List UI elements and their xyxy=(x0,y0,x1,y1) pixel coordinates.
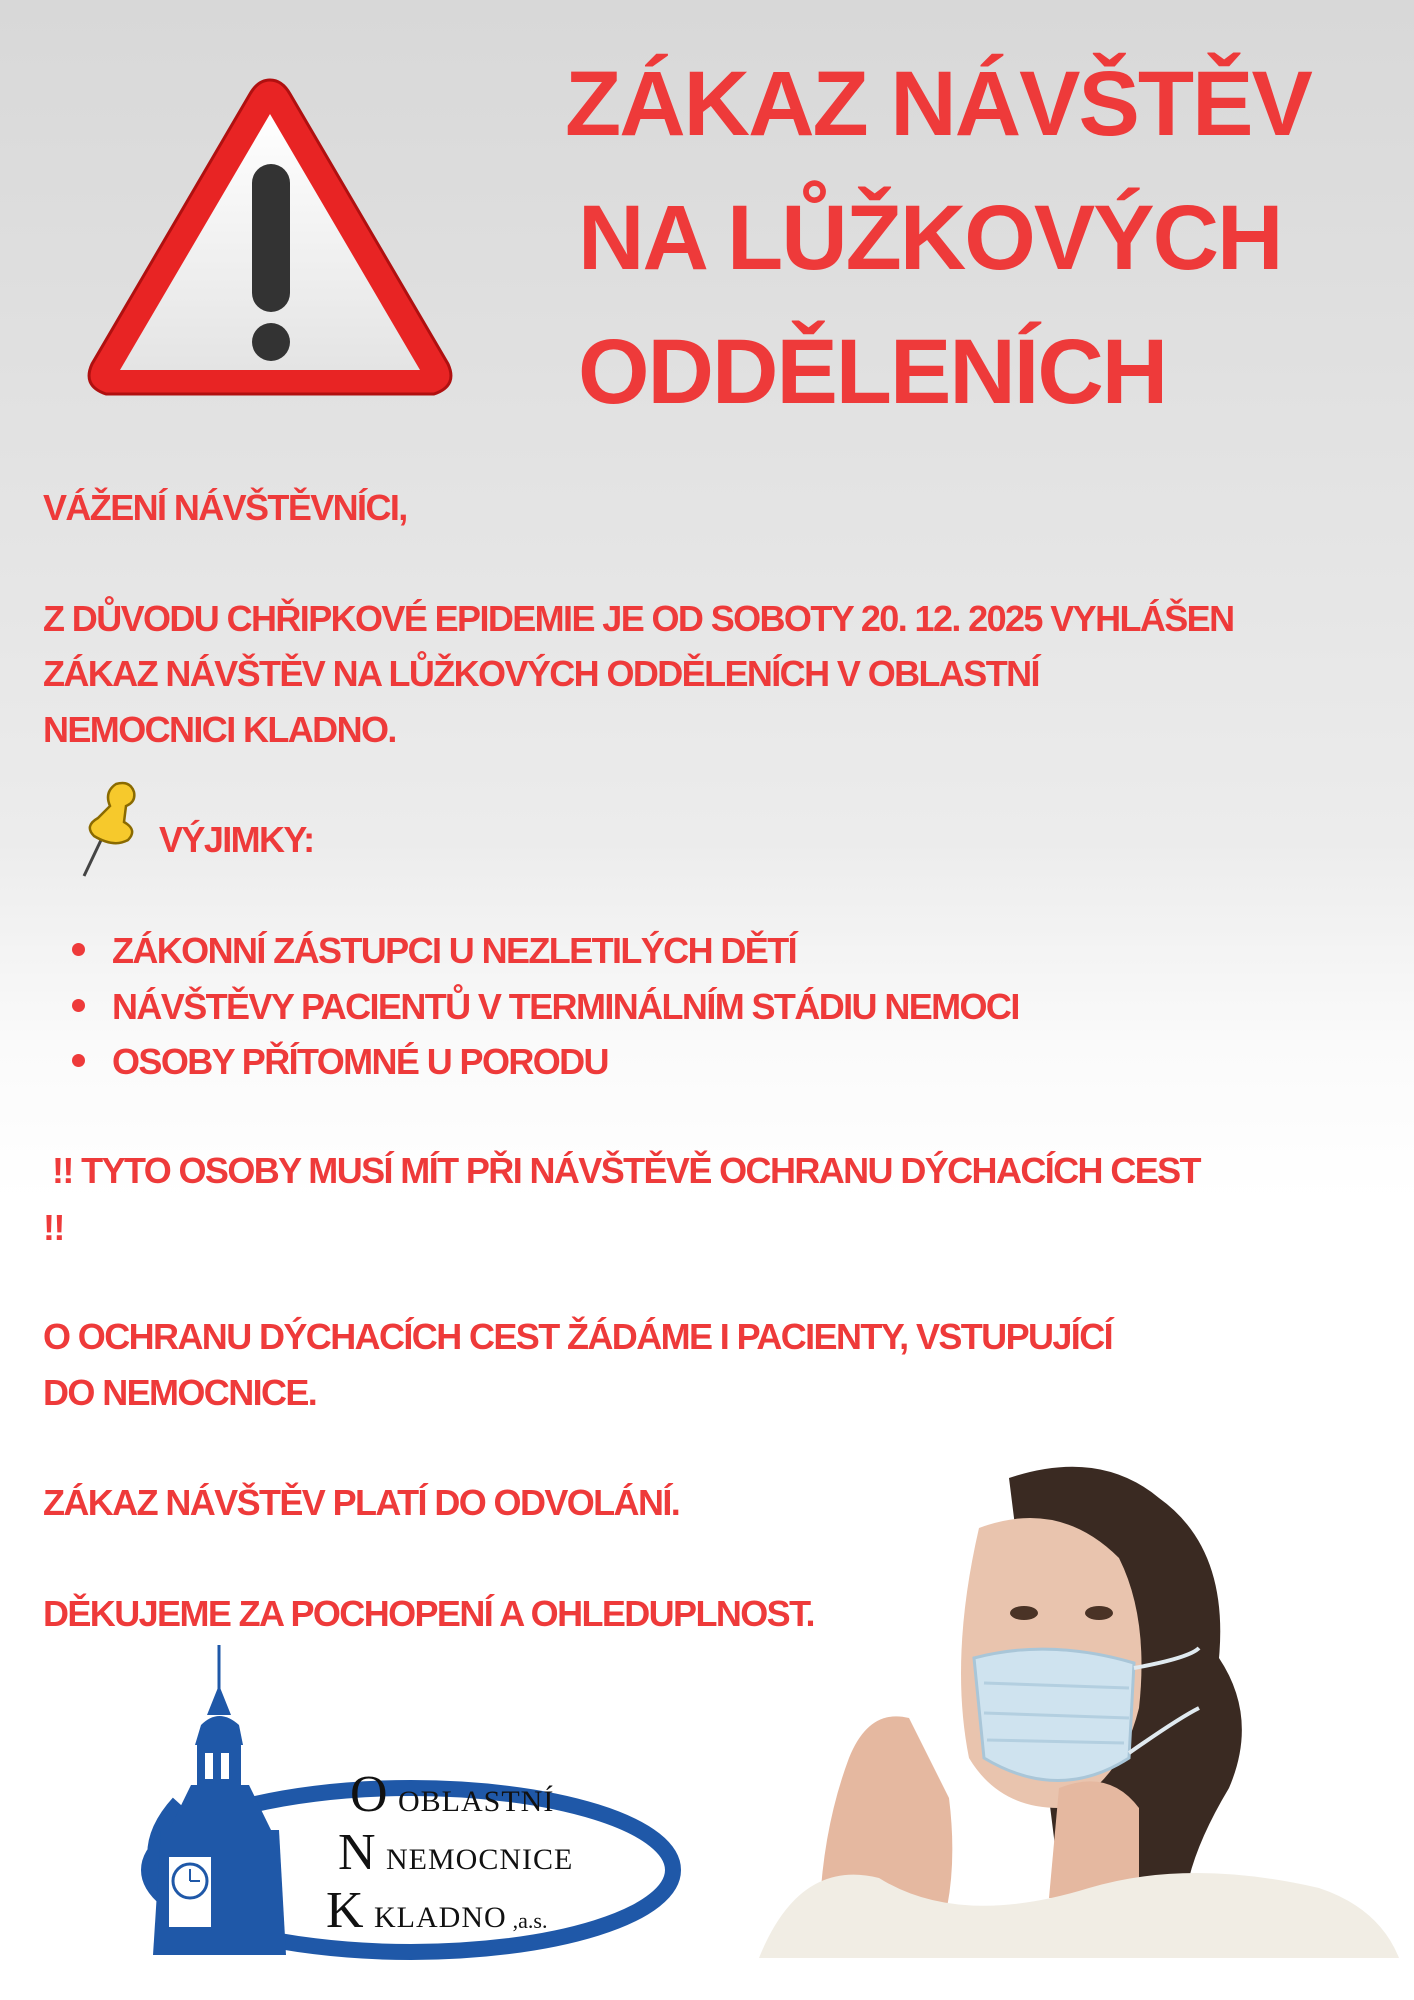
logo-line-1: OBLASTNÍ xyxy=(398,1785,555,1818)
warning-triangle-icon xyxy=(76,68,464,408)
announcement-line-1: Z DŮVODU CHŘIPKOVÉ EPIDEMIE JE OD SOBOTY 20. 12. 2025 VYHLÁŠEN xyxy=(43,598,1234,639)
title-line-1: ZÁKAZ NÁVŠTĚV xyxy=(565,53,1311,155)
pushpin-icon xyxy=(76,778,142,880)
exception-item: NÁVŠTĚVY PACIENTŮ V TERMINÁLNÍM STÁDIU NEMOCI xyxy=(112,986,1019,1027)
logo-initial-o: O xyxy=(350,1766,388,1823)
announcement-line-2: ZÁKAZ NÁVŠTĚV NA LŮŽKOVÝCH ODDĚLENÍCH V OBLASTNÍ xyxy=(43,653,1039,694)
exceptions-heading: VÝJIMKY: xyxy=(159,819,314,860)
bullet xyxy=(72,1054,85,1067)
validity-note: ZÁKAZ NÁVŠTĚV PLATÍ DO ODVOLÁNÍ. xyxy=(43,1482,680,1523)
woman-with-face-mask-photo xyxy=(759,1458,1399,1958)
title-line-3: ODDĚLENÍCH xyxy=(578,321,1167,423)
patients-line-1: O OCHRANU DÝCHACÍCH CEST ŽÁDÁME I PACIENTY, VSTUPUJÍCÍ xyxy=(43,1316,1113,1357)
logo-line-3: KLADNO xyxy=(374,1901,507,1934)
announcement-line-3: NEMOCNICI KLADNO. xyxy=(43,709,396,750)
warning-line-2: !! xyxy=(43,1207,64,1248)
logo-suffix: ,a.s. xyxy=(512,1908,548,1933)
patients-line-2: DO NEMOCNICE. xyxy=(43,1372,317,1413)
exception-item: OSOBY PŘÍTOMNÉ U PORODU xyxy=(112,1041,608,1082)
logo-initial-k: K xyxy=(326,1882,364,1939)
hospital-logo xyxy=(121,1645,681,1960)
logo-initial-n: N xyxy=(338,1824,376,1881)
title-line-2: NA LŮŽKOVÝCH xyxy=(578,187,1282,289)
greeting: VÁŽENÍ NÁVŠTĚVNÍCI, xyxy=(43,487,407,528)
bullet xyxy=(72,943,85,956)
logo-line-2: NEMOCNICE xyxy=(386,1843,574,1876)
bullet xyxy=(72,999,85,1012)
exception-item: ZÁKONNÍ ZÁSTUPCI U NEZLETILÝCH DĚTÍ xyxy=(112,930,796,971)
warning-line-1: !! TYTO OSOBY MUSÍ MÍT PŘI NÁVŠTĚVĚ OCHRANU DÝCHACÍCH CEST xyxy=(52,1150,1200,1191)
thanks-note: DĚKUJEME ZA POCHOPENÍ A OHLEDUPLNOST. xyxy=(43,1593,814,1634)
